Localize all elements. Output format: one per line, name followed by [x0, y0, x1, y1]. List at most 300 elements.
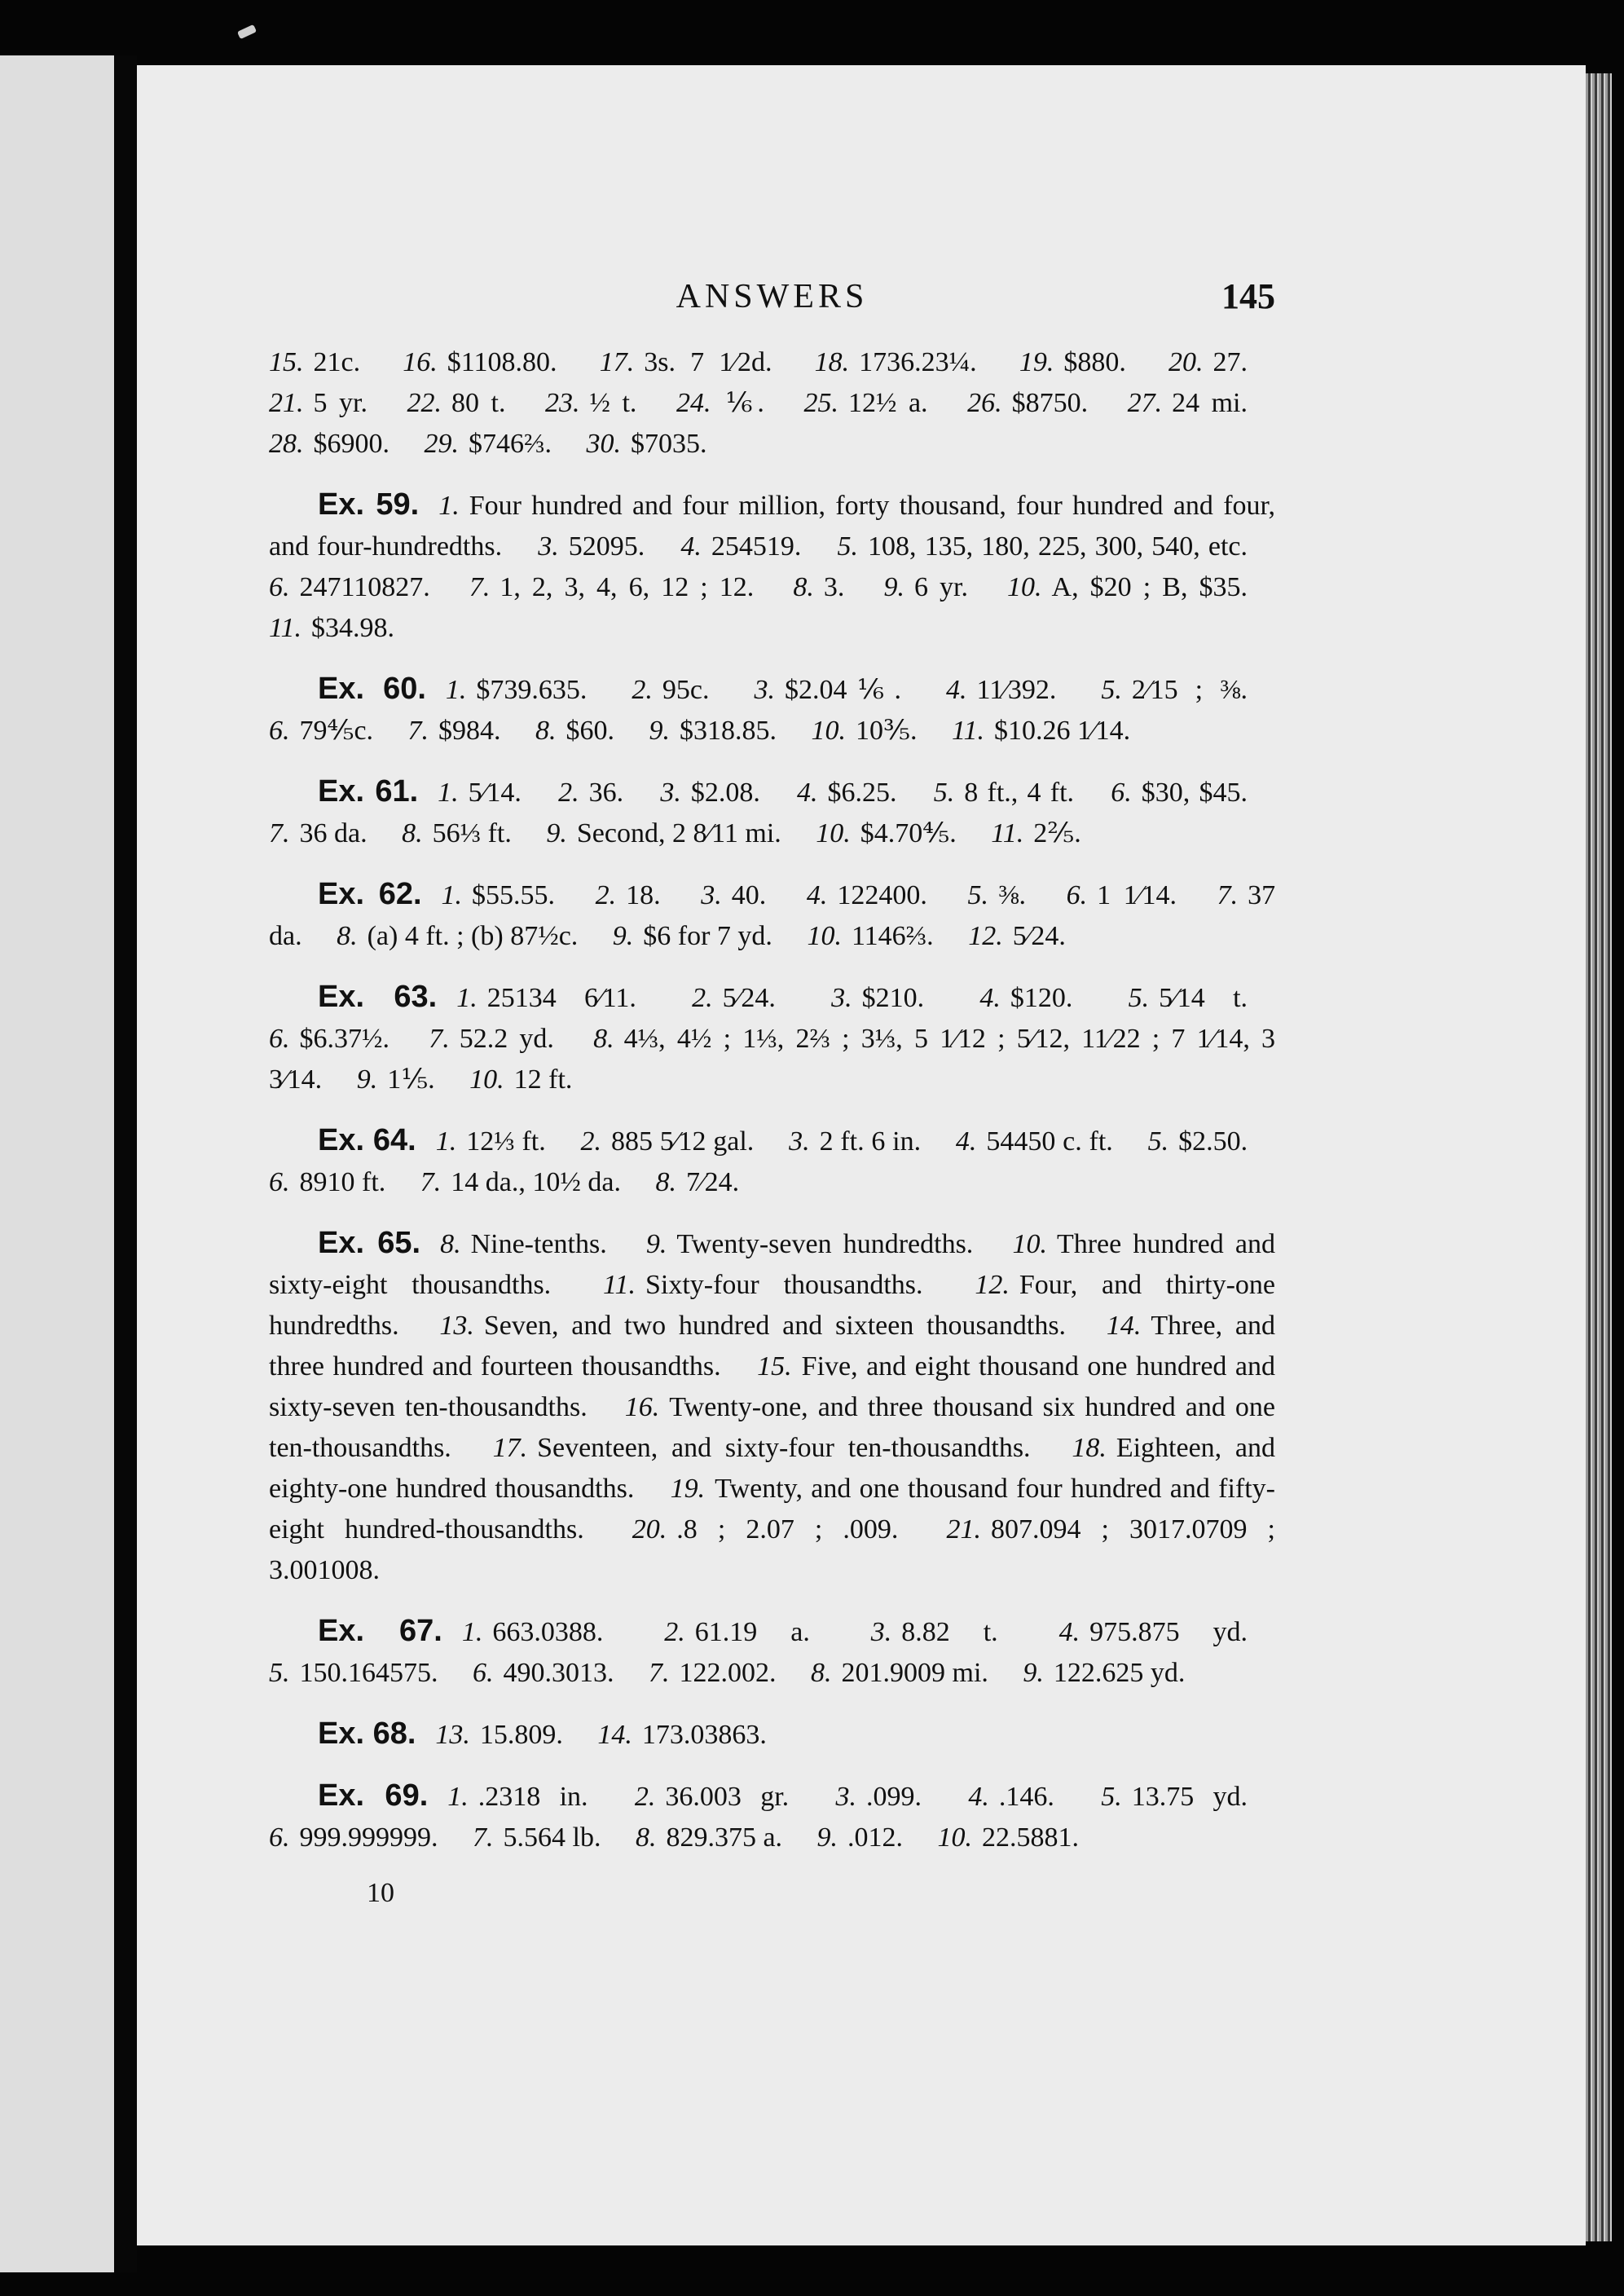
answer-item [680, 531, 801, 562]
answer-value: $6.25. [827, 778, 897, 808]
answer-number: 8. [440, 1229, 461, 1259]
answer-value: Seventeen, and sixty-four ten-thousandths. [537, 1433, 1031, 1463]
answer-item [838, 531, 1248, 562]
answer-item [817, 1822, 904, 1853]
answer-number: 3. [831, 983, 852, 1013]
answer-item [600, 347, 772, 377]
answer-number: 15. [757, 1351, 792, 1382]
answer-value: 95c. [662, 675, 710, 705]
answer-value: 1, 2, 3, 4, 6, 12 ; 12. [500, 572, 755, 602]
answer-value: .8 ; 2.07 ; .009. [676, 1514, 899, 1545]
answer-value: 1146⅔. [851, 921, 934, 951]
page-content [269, 269, 1275, 1909]
answer-value: 490.3013. [503, 1658, 614, 1688]
answer-number: 22. [407, 388, 442, 418]
answer-item [429, 1024, 554, 1054]
answer-value: 5.564 lb. [503, 1822, 601, 1853]
answer-item [789, 1126, 921, 1157]
answer-number: 6. [1066, 880, 1088, 910]
answer-value: 885 5⁄12 gal. [611, 1126, 755, 1157]
answer-number: 24. [676, 388, 711, 418]
answer-value: 18. [626, 880, 661, 910]
answer-item [1067, 880, 1177, 910]
answer-item [446, 675, 588, 705]
answer-number: 14. [597, 1720, 632, 1750]
answer-number: 5. [1128, 983, 1150, 1013]
answer-number: 10. [1007, 572, 1042, 602]
answer-value: $7035. [631, 429, 707, 459]
answer-number: 8. [337, 921, 358, 951]
answer-value: 4⅓, 4½ ; 1⅓, 2⅔ ; 3⅓, 5 1⁄12 ; 5⁄12, 11⁄22 ; 7 1⁄14, 3 3⁄14. [269, 1024, 1276, 1095]
answer-item [436, 1126, 546, 1157]
answer-value: Five, and eight thousand one hundred and sixty-seven ten-thousandths. [269, 1351, 1275, 1422]
answer-item [968, 1782, 1054, 1812]
answer-number: 11. [269, 613, 301, 643]
answer-value: 36 da. [299, 818, 367, 848]
answer-number: 20. [1168, 347, 1204, 377]
answer-item [425, 429, 552, 459]
answer-number: 12. [975, 1270, 1010, 1300]
answer-item [269, 716, 373, 746]
answer-item [407, 388, 505, 418]
answer-item [660, 778, 760, 808]
answer-number: 20. [632, 1514, 667, 1545]
answer-number: 3. [870, 1617, 892, 1647]
page-header [269, 269, 1275, 342]
answer-item [456, 983, 636, 1013]
answer-paragraph [269, 1775, 1275, 1858]
answer-value: $34.98. [310, 613, 394, 643]
answer-value: 150.164575. [299, 1658, 438, 1688]
answer-item [636, 1822, 782, 1853]
answer-value: 79⅘c. [299, 716, 374, 746]
answer-number: 8. [535, 716, 557, 746]
answer-number: 8. [811, 1658, 832, 1688]
answer-item [812, 716, 918, 746]
answer-number: 9. [356, 1064, 378, 1095]
answer-number: 12. [968, 921, 1003, 951]
answer-value: 254519. [711, 531, 802, 562]
answer-item [1019, 347, 1126, 377]
answer-value: 7⁄24. [685, 1167, 740, 1197]
answer-number: 1. [447, 1782, 469, 1812]
answer-value: $4.70⅘. [860, 818, 957, 848]
answer-value: 12⅓ ft. [466, 1126, 546, 1157]
answer-number: 10. [811, 716, 847, 746]
answer-item [883, 572, 968, 602]
answer-value: Nine-tenths. [470, 1229, 607, 1259]
answer-number: 10. [807, 921, 842, 951]
answer-number: 3. [660, 778, 681, 808]
answer-item [1129, 983, 1248, 1013]
answer-paragraph [269, 1120, 1275, 1203]
answer-value: 829.375 a. [666, 1822, 783, 1853]
answer-paragraph [269, 1713, 1275, 1756]
answer-number: 4. [797, 778, 818, 808]
answer-item [632, 1514, 899, 1545]
answer-number: 6. [269, 1024, 290, 1054]
answer-value: 22.5881. [982, 1822, 1080, 1853]
answer-item [952, 716, 1130, 746]
answer-number: 26. [967, 388, 1002, 418]
answer-item [558, 778, 623, 808]
answer-number: 1. [456, 983, 478, 1013]
answer-value: 25134 6⁄11. [486, 983, 636, 1013]
answer-item [815, 347, 977, 377]
answer-number: 19. [1019, 347, 1054, 377]
answer-number: 28. [269, 429, 304, 459]
answer-value: $210. [861, 983, 925, 1013]
answer-value: $55.55. [472, 880, 556, 910]
answer-number: 1. [445, 675, 467, 705]
answer-item [979, 983, 1072, 1013]
answer-number: 5. [1147, 1126, 1169, 1157]
answer-item [664, 1617, 810, 1647]
answer-value: 37 da. [269, 880, 1276, 951]
answer-item [816, 818, 956, 848]
answer-value: Twenty-seven hundredths. [676, 1229, 974, 1259]
exercise-label: Ex. 69. [318, 1778, 429, 1813]
answer-value: Seven, and two hundred and sixteen thousandths. [483, 1311, 1067, 1341]
answer-value: 247110827. [299, 572, 430, 602]
answer-item [938, 1822, 1080, 1853]
answer-value: 2⁄15 ; ⅜. [1131, 675, 1248, 705]
answer-item [462, 1617, 604, 1647]
answer-value: 21c. [313, 347, 361, 377]
answer-number: 4. [968, 1782, 989, 1812]
answer-item [269, 613, 394, 643]
answer-number: 7. [429, 1024, 450, 1054]
answer-number: 2. [580, 1126, 602, 1157]
answer-value: 13.75 yd. [1131, 1782, 1248, 1812]
answer-value: .012. [847, 1822, 904, 1853]
answer-value: Eighteen, and eighty-one hundred thousandths. [269, 1433, 1276, 1504]
answer-value: 8910 ft. [299, 1167, 386, 1197]
answer-number: 11. [952, 716, 984, 746]
answer-number: 5. [933, 778, 955, 808]
answer-item [596, 880, 661, 910]
answer-number: 8. [593, 1024, 614, 1054]
answer-item [632, 675, 709, 705]
answer-number: 8. [655, 1167, 676, 1197]
answer-number: 9. [883, 572, 904, 602]
answer-number: 6. [269, 716, 290, 746]
answer-item [473, 1658, 614, 1688]
answer-item [649, 1658, 777, 1688]
answer-value: 999.999999. [299, 1822, 438, 1853]
answer-value: .2318 in. [478, 1782, 588, 1812]
running-head: ANSWERS [676, 278, 869, 315]
page-stack-edge [1586, 73, 1612, 2241]
answer-number: 9. [1023, 1658, 1044, 1688]
answer-value: 12½ a. [847, 388, 928, 418]
answer-number: 1. [461, 1617, 483, 1647]
answer-item [493, 1433, 1031, 1463]
exercise-label: Ex. 63. [318, 980, 438, 1014]
answer-item [968, 921, 1066, 951]
answer-value: 663.0388. [492, 1617, 604, 1647]
answer-value: $1108.80. [447, 347, 557, 377]
answer-number: 3. [754, 675, 776, 705]
answer-item [447, 1782, 588, 1812]
answer-item [269, 347, 360, 377]
answer-item [469, 572, 754, 602]
answer-paragraph [269, 976, 1275, 1100]
answer-number: 4. [945, 675, 967, 705]
answer-number: 13. [435, 1720, 470, 1750]
answer-paragraph [269, 484, 1275, 649]
answer-item [535, 716, 614, 746]
answer-item [473, 1822, 601, 1853]
answer-number: 17. [492, 1433, 528, 1463]
answer-number: 3. [835, 1782, 857, 1812]
answer-number: 10. [937, 1822, 973, 1853]
answer-number: 23. [544, 388, 580, 418]
answer-number: 13. [439, 1311, 474, 1341]
answer-number: 7. [1217, 880, 1239, 910]
answer-value: Second, 2 8⁄11 mi. [576, 818, 781, 848]
answer-number: 4. [1058, 1617, 1080, 1647]
answer-value: 2⅖. [1033, 818, 1081, 848]
answer-value: $60. [566, 716, 615, 746]
answer-value: $30, $45. [1141, 778, 1248, 808]
answer-item [613, 921, 772, 951]
answer-number: 3. [789, 1126, 810, 1157]
answer-value: $318.85. [680, 716, 777, 746]
exercise-label: Ex. 65. [318, 1226, 421, 1260]
answer-item [545, 388, 636, 418]
answer-item [442, 880, 556, 910]
answer-value: Twenty-one, and three thousand six hundred and one ten-thousandths. [269, 1392, 1276, 1463]
answer-item [438, 778, 522, 808]
answer-number: 8. [402, 818, 423, 848]
answer-number: 1. [438, 491, 460, 521]
exercise-label: Ex. 64. [318, 1123, 416, 1157]
answer-number: 2. [692, 983, 713, 1013]
answer-value: ⅙. [720, 388, 764, 418]
answer-item [403, 347, 557, 377]
answer-value: (a) 4 ft. ; (b) 87½c. [367, 921, 579, 951]
answer-item [803, 388, 927, 418]
answer-item [357, 1064, 435, 1095]
answer-number: 8. [793, 572, 814, 602]
answer-value: 14 da., 10½ da. [451, 1167, 621, 1197]
answer-value: $746⅔. [469, 429, 552, 459]
answer-number: 7. [269, 818, 290, 848]
answer-item [269, 1822, 438, 1853]
answer-item [1101, 1782, 1248, 1812]
answer-value: 5⁄24. [1012, 921, 1066, 951]
answer-number: 2. [664, 1617, 685, 1647]
answer-value: 5⁄14 t. [1159, 983, 1248, 1013]
answer-paragraph [269, 1223, 1275, 1591]
answer-value: 52095. [568, 531, 645, 562]
answer-value: 122.002. [679, 1658, 777, 1688]
answer-item [991, 818, 1080, 848]
answer-item [337, 921, 578, 951]
answer-item [538, 531, 645, 562]
answer-item [655, 1167, 739, 1197]
answer-item [934, 778, 1074, 808]
answer-item [420, 1167, 621, 1197]
answer-item [635, 1782, 789, 1812]
answer-item [811, 1658, 988, 1688]
answer-number: 14. [1106, 1311, 1142, 1341]
answer-number: 21. [946, 1514, 981, 1545]
answer-value: 5⁄24. [722, 983, 776, 1013]
answer-item [836, 1782, 922, 1812]
answer-item [1007, 572, 1248, 602]
answer-number: 7. [420, 1167, 442, 1197]
answer-value: 80 t. [451, 388, 506, 418]
answer-item [692, 983, 776, 1013]
answer-value: $10.26 1⁄14. [994, 716, 1131, 746]
answer-number: 9. [546, 818, 567, 848]
answer-item [646, 1229, 973, 1259]
answer-number: 2. [558, 778, 579, 808]
answer-value: Three, and three hundred and fourteen thousandths. [269, 1311, 1276, 1382]
answer-value: 54450 c. ft. [986, 1126, 1113, 1157]
answer-number: 6. [269, 1822, 290, 1853]
answer-number: 6. [473, 1658, 494, 1688]
answer-value: 27. [1212, 347, 1248, 377]
answer-number: 17. [599, 347, 635, 377]
signature-mark: 10 [367, 1878, 394, 1908]
answer-value: $739.635. [476, 675, 588, 705]
answer-number: 7. [649, 1658, 670, 1688]
answer-number: 9. [612, 921, 634, 951]
answer-number: 6. [269, 572, 290, 602]
answer-number: 27. [1127, 388, 1163, 418]
answer-item [967, 388, 1088, 418]
answer-item [1168, 347, 1248, 377]
answer-number: 18. [814, 347, 850, 377]
answer-number: 9. [645, 1229, 667, 1259]
answer-value: Four, and thirty-one hundredths. [269, 1270, 1275, 1341]
answer-number: 4. [979, 983, 1001, 1013]
answer-value: 56⅓ ft. [432, 818, 512, 848]
answer-item [1101, 675, 1248, 705]
answer-value: 36. [588, 778, 624, 808]
answer-item [439, 1311, 1066, 1341]
answer-number: 1. [441, 880, 463, 910]
answer-value: 5⁄14. [468, 778, 522, 808]
answer-value: 3s. 7 1⁄2d. [644, 347, 772, 377]
answer-value: $880. [1063, 347, 1126, 377]
answer-value: 1736.23¼. [859, 347, 977, 377]
answer-value: 1⅕. [387, 1064, 435, 1095]
answer-item [701, 880, 766, 910]
answer-value: $2.50. [1178, 1126, 1248, 1157]
answer-number: 10. [469, 1064, 504, 1095]
answer-value: $6 for 7 yd. [643, 921, 772, 951]
answer-item [807, 921, 933, 951]
book-gutter [114, 55, 137, 2272]
answer-number: 21. [269, 388, 304, 418]
exercise-label: Ex. 62. [318, 877, 422, 911]
answer-value: 6 yr. [913, 572, 968, 602]
answer-number: 16. [624, 1392, 660, 1422]
scan-speck [237, 24, 257, 39]
answer-number: 2. [634, 1782, 656, 1812]
answer-number: 18. [1072, 1433, 1107, 1463]
answer-item [269, 1024, 389, 1054]
answer-value: Twenty, and one thousand four hundred and fifty-eight hundred-thousandths. [269, 1474, 1275, 1545]
answer-item [1128, 388, 1248, 418]
answer-item [1023, 1658, 1185, 1688]
answer-item [649, 716, 777, 746]
answer-item [402, 818, 512, 848]
answer-paragraph [269, 874, 1275, 957]
answer-item [676, 388, 764, 418]
exercise-label: Ex. 60. [318, 672, 426, 706]
answer-item [603, 1270, 923, 1300]
answer-number: 7. [407, 716, 429, 746]
answer-number: 2. [632, 675, 653, 705]
answer-value: 11⁄392. [976, 675, 1057, 705]
answer-value: $6900. [313, 429, 389, 459]
answer-number: 3. [538, 531, 559, 562]
answer-value: 12 ft. [513, 1064, 573, 1095]
exercise-label: Ex. 67. [318, 1614, 442, 1648]
answer-value: Three hundred and sixty-eight thousandths. [269, 1229, 1275, 1300]
answer-value: .099. [866, 1782, 922, 1812]
answer-number: 6. [1111, 778, 1132, 808]
answer-item [269, 1658, 438, 1688]
answer-paragraph [269, 342, 1275, 465]
answer-value: 61.19 a. [694, 1617, 810, 1647]
answer-sections [269, 342, 1275, 1858]
answer-number: 9. [649, 716, 671, 746]
answer-value: $120. [1010, 983, 1073, 1013]
answer-number: 1. [438, 778, 459, 808]
adjacent-page-edge [0, 55, 114, 2272]
answer-number: 16. [403, 347, 438, 377]
answer-value: Four hundred and four million, forty thousand, four hundred and four, and four-hundredths. [269, 491, 1276, 562]
answer-item [956, 1126, 1113, 1157]
answer-number: 10. [1012, 1229, 1047, 1259]
answer-item [469, 1064, 572, 1095]
page-number: 145 [1221, 276, 1275, 316]
answer-value: $984. [438, 716, 501, 746]
answer-item [831, 983, 924, 1013]
answer-value: $8750. [1011, 388, 1089, 418]
answer-value: 1 1⁄14. [1097, 880, 1177, 910]
answer-number: 5. [269, 1658, 290, 1688]
answer-item [546, 818, 781, 848]
answer-number: 5. [837, 531, 859, 562]
answer-item [269, 388, 367, 418]
answer-value: 2 ft. 6 in. [819, 1126, 922, 1157]
answer-value: 15.809. [479, 1720, 563, 1750]
answer-value: A, $20 ; B, $35. [1051, 572, 1248, 602]
answer-number: 2. [595, 880, 617, 910]
answer-number: 25. [803, 388, 838, 418]
answer-item [793, 572, 844, 602]
answer-value: 36.003 gr. [665, 1782, 790, 1812]
answer-item [269, 1167, 385, 1197]
answer-item [440, 1229, 607, 1259]
exercise-label: Ex. 61. [318, 774, 419, 809]
answer-value: 122.625 yd. [1053, 1658, 1186, 1688]
answer-number: 30. [586, 429, 621, 459]
answer-value: 108, 135, 180, 225, 300, 540, etc. [868, 531, 1248, 562]
answer-item [797, 778, 897, 808]
answer-item [597, 1720, 767, 1750]
answer-item [587, 429, 707, 459]
answer-value: ½ t. [589, 388, 637, 418]
answer-number: 1. [435, 1126, 457, 1157]
